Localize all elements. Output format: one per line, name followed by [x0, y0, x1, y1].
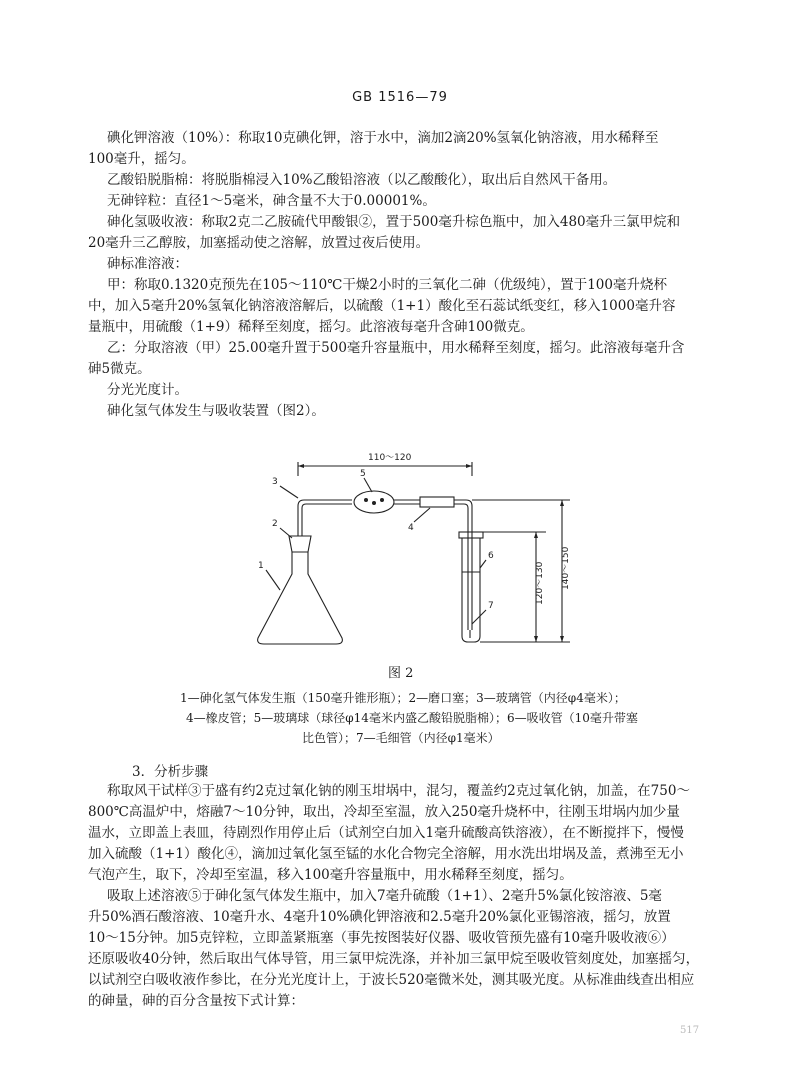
section-title: 3．分析步骤 [132, 764, 209, 780]
label-1: 1 [258, 561, 264, 571]
caption-line-3: 比色管）；7—毛细管（内径φ1毫米） [302, 731, 500, 745]
para-line-9: 中，加入5毫升20%氢氧化钠溶液溶解后，以硫酸（1+1）酸化至石蕊试纸变红，移入1000毫升容 [88, 298, 676, 314]
para-line-1: 碘化钾溶液（10%）：称取10克碘化钾，溶于水中，滴加2滴20%氢氧化钠溶液，用水稀释至 [107, 130, 659, 146]
analysis-line-5: 气泡产生，取下，冷却至室温，移入100毫升容量瓶中，用水稀释至刻度，摇匀。 [88, 867, 573, 883]
analysis-line-6: 吸取上述溶液⑤于砷化氢气体发生瓶中，加入7毫升硫酸（1+1）、2毫升5%氯化铵溶液、5毫 [107, 888, 662, 904]
rubber-tube [420, 497, 454, 507]
stopper [289, 536, 311, 552]
analysis-line-3: 温水，立即盖上表皿，待剧烈作用停止后（试剂空白加入1毫升硫酸高铁溶液），在不断搅拌下，慢慢 [88, 825, 684, 841]
para-line-8: 甲：称取0.1320克预先在105～110℃干燥2小时的三氧化二砷（优级纯），置于100毫升烧杯 [107, 277, 667, 293]
caption-line-1: 1—砷化氢气体发生瓶（150毫升锥形瓶）；2—磨口塞；3—玻璃管（内径φ4毫米）； [180, 691, 626, 705]
page-header: GB 1516—79 [352, 90, 448, 105]
dim-right-label: 140～150 [561, 546, 571, 590]
label-2: 2 [272, 519, 278, 529]
label-7: 7 [488, 601, 494, 611]
label-4: 4 [408, 523, 414, 533]
absorption-tube [462, 538, 480, 642]
page-number: 517 [680, 1025, 700, 1036]
analysis-line-8: 10～15分钟。加5克锌粒，立即盖紧瓶塞（事先按图装好仪器、吸收管预先盛有10毫升吸收液⑥） [88, 930, 675, 946]
label-5: 5 [360, 469, 366, 479]
analysis-line-2: 800℃高温炉中，熔融7～10分钟，取出，冷却至室温，放入250毫升烧杯中，往刚玉坩埚内加少量 [88, 804, 680, 820]
analysis-line-11: 的砷量，砷的百分含量按下式计算： [88, 993, 304, 1009]
para-line-10: 量瓶中，用硫酸（1+9）稀释至刻度，摇匀。此溶液每毫升含砷100微克。 [88, 319, 534, 335]
dim-top-label: 110～120 [368, 453, 412, 463]
analysis-line-9: 还原吸收40分钟，然后取出气体导管，用三氯甲烷洗涤，并补加三氯甲烷至吸收管刻度处，加塞摇匀， [88, 951, 700, 967]
analysis-line-1: 称取风干试样③于盛有约2克过氧化钠的刚玉坩埚中，混匀，覆盖约2克过氧化钠，加盖，在750～ [107, 783, 690, 799]
analysis-line-4: 加入硫酸（1+1）酸化④，滴加过氧化氢至锰的水化合物完全溶解，用水洗出坩埚及盖，煮沸至无小 [88, 846, 684, 862]
glass-tube [298, 500, 352, 536]
para-line-11: 乙：分取溶液（甲）25.00毫升置于500毫升容量瓶中，用水稀释至刻度，摇匀。此溶液每毫升含 [107, 340, 685, 356]
para-line-5: 砷化氢吸收液：称取2克二乙胺硫代甲酸银②，置于500毫升棕色瓶中，加入480毫升三氯甲烷和 [107, 214, 681, 230]
dim-mid-label: 120～130 [535, 561, 545, 605]
para-line-2: 100毫升，摇匀。 [88, 151, 195, 167]
analysis-line-7: 升50%酒石酸溶液、10毫升水、4毫升10%碘化钾溶液和2.5毫升20%氯化亚锡溶液，摇匀，放置 [88, 909, 671, 925]
label-6: 6 [488, 551, 494, 561]
apparatus-diagram [240, 440, 580, 660]
para-line-7: 砷标准溶液： [107, 256, 188, 272]
caption-line-2: 4—橡皮管；5—玻璃球（球径φ14毫米内盛乙酸铅脱脂棉）；6—吸收管（10毫升带塞 [186, 711, 638, 725]
flask [258, 552, 343, 644]
para-line-14: 砷化氢气体发生与吸收装置（图2）。 [107, 403, 325, 419]
para-line-13: 分光光度计。 [107, 382, 188, 398]
analysis-line-10: 以试剂空白吸收液作参比，在分光光度计上，于波长520毫微米处，测其吸光度。从标准曲线查出相应 [88, 972, 695, 988]
para-line-3: 乙酸铅脱脂棉：将脱脂棉浸入10%乙酸铅溶液（以乙酸酸化），取出后自然风干备用。 [107, 172, 617, 188]
para-line-12: 砷5微克。 [88, 361, 151, 377]
para-line-6: 20毫升三乙醇胺，加塞摇动使之溶解，放置过夜后使用。 [88, 235, 430, 251]
figure-title: 图 2 [388, 666, 414, 681]
para-line-4: 无砷锌粒：直径1～5毫米，砷含量不大于0.00001%。 [107, 193, 436, 209]
label-3: 3 [272, 477, 278, 487]
